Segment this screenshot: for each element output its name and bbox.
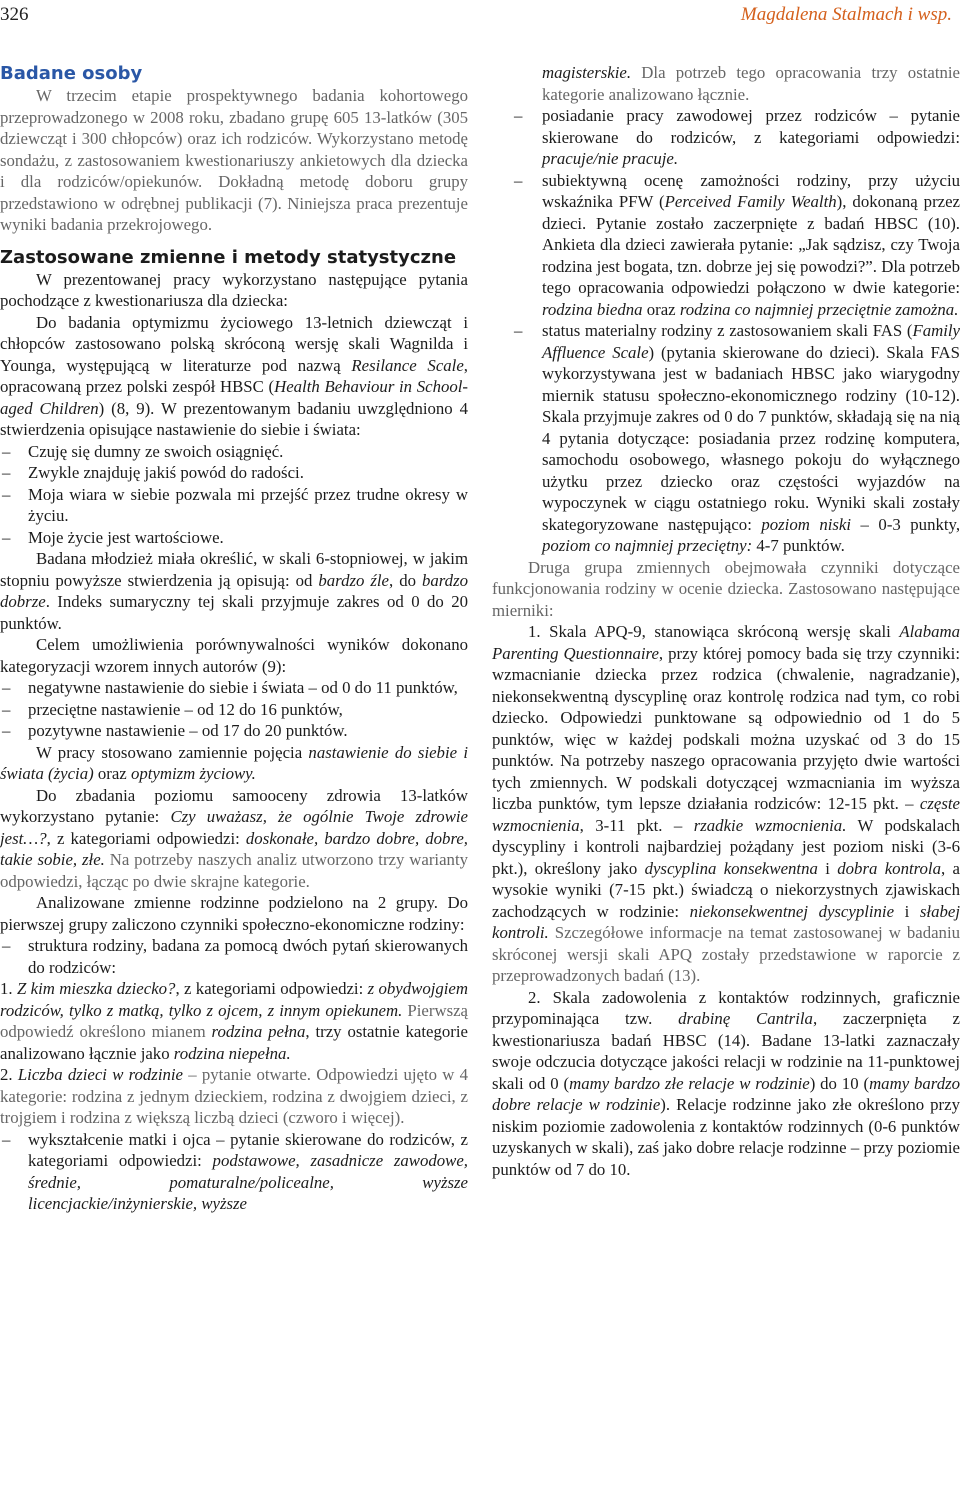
paragraph-terms: W pracy stosowano zamiennie pojęcia nastawienie do siebie i świata (życia) oraz optymizm życiowy. [0, 742, 468, 783]
running-header [0, 0, 960, 34]
paragraph-optimism-scale: Do badania optymizmu życiowego 13-letnich dziewcząt i chłopców zastosowano polską skróconą wersję skali Wagnilda i Younga, występującą w literaturze pod nazwą Resilance Scale, opracowaną przez polski zespół HBSC (Health Behaviour in School-aged Children) (8, 9). W prezentowanym badaniu uwzględniono 4 stwierdzenia opisujące nastawienie do siebie i świata: [0, 312, 469, 439]
running-title: Magdalena Stalmach i wsp. [740, 4, 952, 25]
paragraph-family-functioning: Druga grupa zmiennych obejmowała czynniki dotyczące funkcjonowania rodziny w ocenie dziecka. Zastosowano następujące mierniki: [492, 557, 960, 620]
statement-item: – Czuję się dumny ze swoich osiągnięć. [0, 441, 468, 463]
category-item: – negatywne nastawienie do siebie i świata – od 0 do 11 punktów, [0, 677, 468, 699]
page-number: 326 [0, 4, 29, 25]
category-item: – przeciętne nastawienie – od 12 do 16 punktów, [0, 699, 468, 721]
section-heading-variables: Zastosowane zmienne i metody statystyczne [0, 246, 457, 268]
family-structure-item: – struktura rodziny, badana za pomocą dwóch pytań skierowanych do rodziców: [0, 935, 468, 978]
parent-employment-item: – posiadanie pracy zawodowej przez rodziców – pytanie skierowane do rodziców, z kategoriami odpowiedzi: pracuje/nie pracuje. [492, 105, 960, 170]
section-heading-participants: Badane osoby [0, 63, 143, 84]
left-column [0, 62, 468, 1215]
right-column [492, 62, 960, 1180]
measure-apq9: 1. Skala APQ-9, stanowiąca skróconą wersję skali Alabama Parenting Questionnaire, przy której pomocy bada się trzy czynniki: wzmacnianie dziecka przez rodzica (chwalenie, nagradzanie), niekonsekwentną dyscyplinę oraz kontrolę rodzica nad tym, co robi dziecko. Odpowiedzi punktowane są odpowiednio od 1 do 5 punktów, więc w każdej podskali można uzyskać od 3 do 15 punktów. Na potrzeby naszego opracowania przyjęto dwie wartości tych zmiennych. W podskali dotyczącej wzmacniania im wyższa liczba punktów, tym lepsze działania rodziców: 12-15 pkt. – częste wzmocnienia, 3-11 pkt. – rzadkie wzmocnienia. W podskalach dyscypliny i kontroli najbardziej pożądany jest poziom niski (3-6 pkt.), określony jako dyscyplina konsekwentna i dobra kontrola, a wysokie wyniki (7-15 pkt.) świadczą o niekorzystnych zjawiskach zachodzących w rodzinie: niekonsekwentnej dyscyplinie i słabej kontroli. Szczegółowe informacje na temat zastosowanej w badaniu skróconej wersji skali APQ zostały przedstawione w raporcie z przeprowadzonych badań (13). [492, 622, 960, 985]
statement-item: – Moje życie jest wartościowe. [0, 527, 468, 549]
paragraph-health-self-rating: Do zbadania poziomu samooceny zdrowia 13-latków wykorzystano pytanie: Czy uważasz, że ogólnie Twoje zdrowie jest…?, z kategoriami odpowiedzi: doskonałe, bardzo dobre, dobre, takie sobie, złe. Na potrzeby naszych analiz utworzono trzy warianty odpowiedzi, łącząc po dwie skrajne kategorie. [0, 785, 469, 891]
question-who-lives-with: 1. Z kim mieszka dziecko?, z kategoriami odpowiedzi: z obydwojgiem rodziców, tylko z matką, tylko z ojcem, z innym opiekunem. Pierwszą odpowiedź określono mianem rodzina pełna, trzy ostatnie kategorie analizowano łącznie jako rodzina niepełna. [0, 979, 469, 1063]
paragraph-scale-range: Badana młodzież miała określić, w skali 6-stopniowej, w jakim stopniu powyższe stwierdzenia ją opisują: od bardzo źle, do bardzo dobrze. Indeks sumaryczny tej skali przyjmuje zakres od 0 do 20 punktów. [0, 549, 468, 633]
parent-education-item: – wykształcenie matki i ojca – pytanie skierowane do rodziców, z kategoriami odpowiedzi: podstawowe, zasadnicze zawodowe, średnie, pomaturalne/policealne, wyższe licencjackie/inżynierskie, wyższe [0, 1129, 468, 1215]
statement-item: – Moja wiara w siebie pozwala mi przejść przez trudne okresy w życiu. [0, 484, 468, 527]
paragraph-participants: W trzecim etapie prospektywnego badania kohortowego przeprowadzonego w 2008 roku, zbadano grupę 605 13-latków (305 dziewcząt i 300 chłopców) oraz ich rodziców. Wykorzystano metodę sondażu, z zastosowaniem kwestionariuszy ankietowych dla dziecka i dla rodziców/opiekunów. Dokładną metodę doboru grupy przedstawiono w odrębnej publikacji (7). Niniejsza praca prezentuje wyniki badania przekrojowego. [0, 86, 468, 234]
measure-family-contacts: 2. Skala zadowolenia z kontaktów rodzinnych, graficznie przypominająca tzw. drabinę Cantrila, zaczerpnięta z kwestionariusza badań HBSC (14). Badane 13-latki zaznaczały swoje odczucia dotyczące jakości relacji w rodzinie na 11-punktowej skali od 0 (mamy bardzo złe relacje w rodzinie) do 10 (mamy bardzo dobre relacje w rodzinie). Relacje rodzinne jako złe określono przy niskim poziomie zadowolenia z kontaktów rodzinnych (0-6 punktów uzyskanych w skali), zaś jako dobre relacje rodzinne – przy poziomie punktów od 7 do 10. [492, 987, 960, 1179]
statement-item: – Zwykle znajduję jakiś powód do radości. [0, 462, 468, 484]
category-item: – pozytywne nastawienie – od 17 do 20 punktów. [0, 720, 468, 742]
education-continuation: magisterskie. Dla potrzeb tego opracowania trzy ostatnie kategorie analizowano łącznie. [542, 63, 960, 104]
paragraph-family-variables: Analizowane zmienne rodzinne podzielono na 2 grupy. Do pierwszej grupy zaliczono czynniki społeczno-ekonomiczne rodziny: [0, 893, 468, 934]
paragraph-categorization: Celem umożliwienia porównywalności wyników dokonano kategoryzacji wzorem innych autorów (9): [0, 635, 468, 676]
pfw-item: – subiektywną ocenę zamożności rodziny, przy użyciu wskaźnika PFW (Perceived Family Wealth), dokonaną przez dzieci. Pytanie zostało zaczerpnięte z badań HBSC (10). Ankieta dla dzieci zawierała pytanie: „Jak sądzisz, czy Twoja rodzina jest bogata, tzn. dobrze jej się powodzi?”. Dla potrzeb tego opracowania odpowiedzi połączono w dwie kategorie: rodzina biedna oraz rodzina co najmniej przeciętnie zamożna. [492, 170, 960, 321]
paragraph-questions-intro: W prezentowanej pracy wykorzystano następujące pytania pochodzące z kwestionariusza dla dziecka: [0, 269, 468, 310]
fas-item: – status materialny rodziny z zastosowaniem skali FAS (Family Affluence Scale) (pytania skierowane do dzieci). Skala FAS wykorzystywana jest w badaniach HBSC jako wiarygodny miernik statusu społeczno-ekonomicznego rodziny (10-12). Skala przyjmuje zakres od 0 do 7 punktów, składają się na nią 4 pytania dotyczące: posiadania przez rodzinę komputera, samochodu osobowego, własnego pokoju do wyłącznego użytku przez dziecko oraz częstości wyjazdów na wypoczynek w ciągu ostatniego roku. Wyniki skali zostały skategoryzowane następująco: poziom niski – 0-3 punkty, poziom co najmniej przeciętny: 4-7 punktów. [492, 320, 960, 557]
question-number-of-children: 2. Liczba dzieci w rodzinie – pytanie otwarte. Odpowiedzi ujęto w 4 kategorie: rodzina z jednym dzieckiem, rodzina z dwojgiem dzieci, z trojgiem i rodzina z większą liczbą dzieci (czworo i więcej). [0, 1065, 468, 1127]
